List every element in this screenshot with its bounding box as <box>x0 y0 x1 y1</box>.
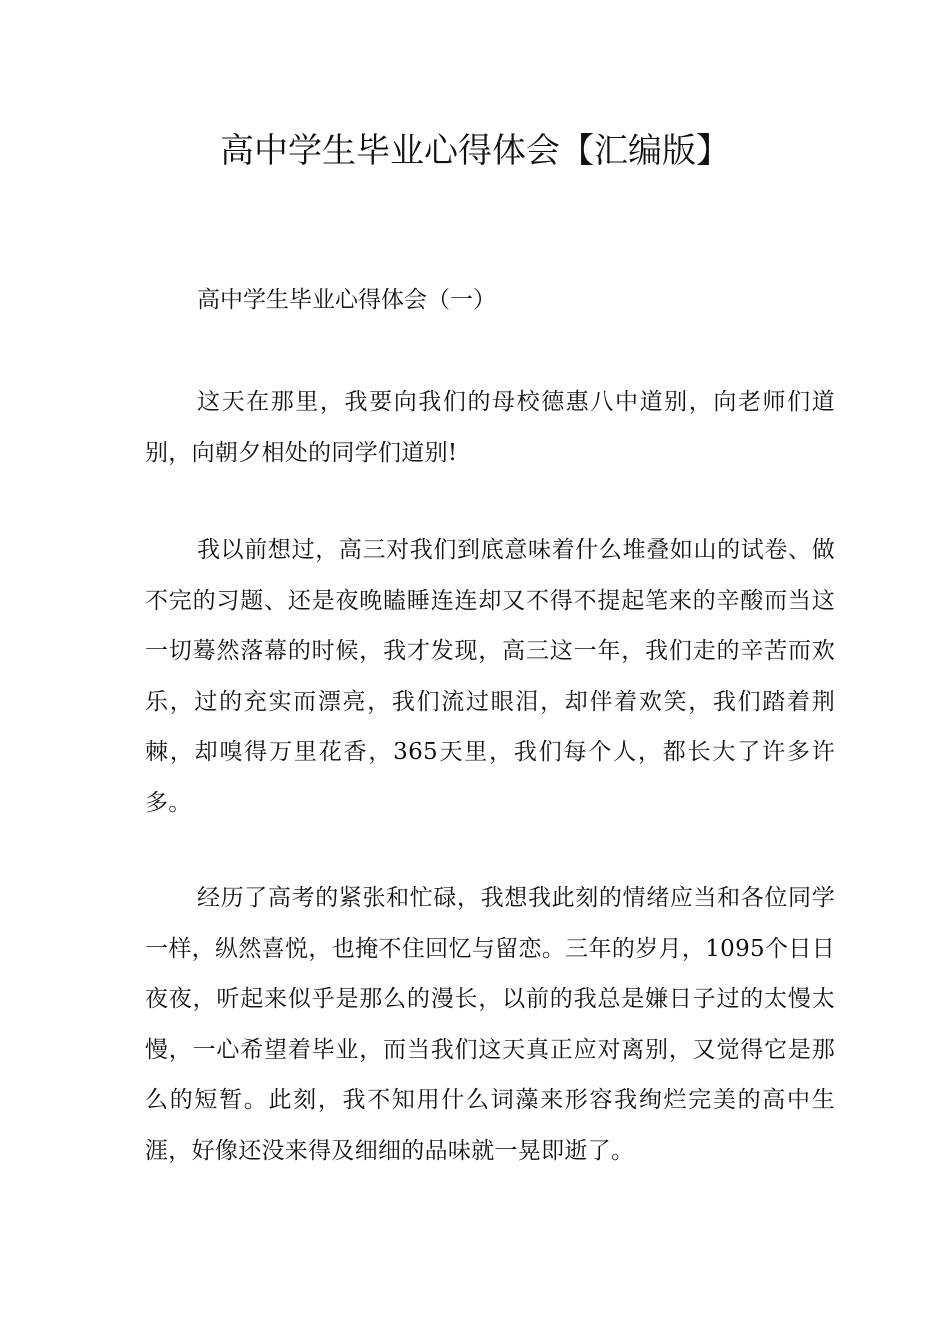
paragraph-farewell: 这天在那里，我要向我们的母校德惠八中道别，向老师们道别，向朝夕相处的同学们道别! <box>145 389 835 466</box>
paragraph-senior-year: 我以前想过，高三对我们到底意味着什么堆叠如山的试卷、做不完的习题、还是夜晚瞌睡连连却又不得不提起笔来的辛酸而当这一切蓦然落幕的时候，我才发现，高三这一年，我们走的辛苦而欢乐，过的充实而漂亮，我们流过眼泪，却伴着欢笑，我们踏着荆棘，却嗅得万里花香，365天里，我们每个人，都长大了许多许多。 <box>145 537 835 816</box>
document-title: 高中学生毕业心得体会【汇编版】 <box>220 131 730 171</box>
section-heading: 高中学生毕业心得体会（一） <box>197 287 496 313</box>
paragraph-reflection: 经历了高考的紧张和忙碌，我想我此刻的情绪应当和各位同学一样，纵然喜悦，也掩不住回忆与留恋。三年的岁月，1095个日日夜夜，听起来似乎是那么的漫长，以前的我总是嫌日子过的太慢太慢，一心希望着毕业，而当我们这天真正应对离别，又觉得它是那么的短暂。此刻，我不知用什么词藻来形容我绚烂完美的高中生涯，好像还没来得及细细的品味就一晃即逝了。 <box>145 885 835 1164</box>
